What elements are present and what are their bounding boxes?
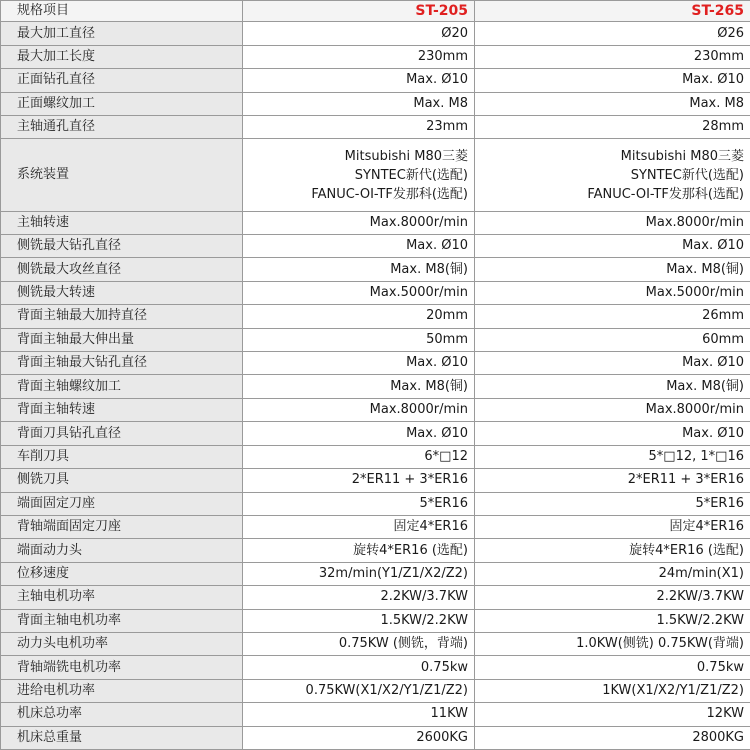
model-a-system (243, 139, 475, 211)
table-row (1, 539, 750, 562)
model-b-value: Max. M8(铜) (475, 258, 750, 281)
table-row (1, 562, 750, 585)
table-row (1, 115, 750, 138)
model-a-value: Max.8000r/min (243, 398, 475, 421)
table-row (1, 258, 750, 281)
spec-label: 主轴转速 (1, 211, 243, 234)
table-row (1, 375, 750, 398)
header-label: 规格项目 (1, 1, 243, 22)
spec-label: 背面主轴最大钻孔直径 (1, 352, 243, 375)
spec-label: 侧铣最大钻孔直径 (1, 235, 243, 258)
model-a-value: Max.8000r/min (243, 211, 475, 234)
model-a-value: 0.75kw (243, 656, 475, 679)
model-b-value: Max. Ø10 (475, 235, 750, 258)
model-b-value: Max. M8(铜) (475, 375, 750, 398)
model-b-value: 26mm (475, 305, 750, 328)
table-row (1, 305, 750, 328)
spec-label: 最大加工直径 (1, 22, 243, 45)
model-b-value: 60mm (475, 328, 750, 351)
spec-label: 侧铣最大攻丝直径 (1, 258, 243, 281)
model-b-value: 24m/min(X1) (475, 562, 750, 585)
system-line: FANUC-OI-TF发那科(选配) (311, 186, 468, 202)
spec-label: 端面动力头 (1, 539, 243, 562)
spec-label: 最大加工长度 (1, 45, 243, 68)
spec-label: 正面钻孔直径 (1, 69, 243, 92)
model-a-value: Ø20 (243, 22, 475, 45)
spec-label: 进给电机功率 (1, 679, 243, 702)
table-row (1, 235, 750, 258)
model-a-heading: ST-205 (243, 1, 475, 22)
table-row (1, 703, 750, 726)
table-row (1, 211, 750, 234)
model-b-value: 旋转4*ER16 (选配) (475, 539, 750, 562)
table-row (1, 92, 750, 115)
table-row (1, 586, 750, 609)
model-a-value: 0.75KW(X1/X2/Y1/Z1/Z2) (243, 679, 475, 702)
table-row (1, 609, 750, 632)
spec-label: 主轴通孔直径 (1, 115, 243, 138)
spec-label: 背轴端面固定刀座 (1, 515, 243, 538)
model-b-value: 1KW(X1/X2/Y1/Z1/Z2) (475, 679, 750, 702)
model-a-value: 2600KG (243, 726, 475, 749)
system-line: SYNTEC新代(选配) (354, 167, 468, 183)
table-row (1, 45, 750, 68)
model-a-value: 6*□12 (243, 445, 475, 468)
table-row (1, 726, 750, 749)
model-b-value: Ø26 (475, 22, 750, 45)
model-b-value: 固定4*ER16 (475, 515, 750, 538)
system-line: FANUC-OI-TF发那科(选配) (587, 186, 744, 202)
model-b-value: 1.5KW/2.2KW (475, 609, 750, 632)
model-a-value: 1.5KW/2.2KW (243, 609, 475, 632)
table-row (1, 679, 750, 702)
spec-label: 位移速度 (1, 562, 243, 585)
spec-label: 背面主轴螺纹加工 (1, 375, 243, 398)
spec-label: 背轴端铣电机功率 (1, 656, 243, 679)
model-a-value: Max. M8(铜) (243, 375, 475, 398)
spec-label: 侧铣刀具 (1, 469, 243, 492)
model-a-value: Max. Ø10 (243, 352, 475, 375)
header-row (1, 1, 750, 22)
table-row (1, 398, 750, 421)
model-b-value: 12KW (475, 703, 750, 726)
model-a-value: 11KW (243, 703, 475, 726)
model-b-value: 2800KG (475, 726, 750, 749)
table-row (1, 515, 750, 538)
model-a-value: 0.75KW (侧铣，背端) (243, 632, 475, 655)
model-a-value: Max. M8(铜) (243, 258, 475, 281)
model-a-value: Max. Ø10 (243, 69, 475, 92)
spec-label: 主轴电机功率 (1, 586, 243, 609)
model-b-value: Max. Ø10 (475, 352, 750, 375)
system-line: Mitsubishi M80三菱 (344, 148, 468, 164)
spec-label: 背面主轴转速 (1, 398, 243, 421)
spec-label: 背面主轴最大伸出量 (1, 328, 243, 351)
model-b-value: Max. M8 (475, 92, 750, 115)
model-b-value: 0.75kw (475, 656, 750, 679)
model-b-value: 5*ER16 (475, 492, 750, 515)
model-b-value: 2*ER11 + 3*ER16 (475, 469, 750, 492)
spec-label: 系统装置 (1, 139, 243, 211)
table-row (1, 632, 750, 655)
system-line: SYNTEC新代(选配) (630, 167, 744, 183)
model-a-value: Max. Ø10 (243, 422, 475, 445)
model-a-value: 5*ER16 (243, 492, 475, 515)
model-a-value: Max.5000r/min (243, 281, 475, 304)
model-a-value: 32m/min(Y1/Z1/X2/Z2) (243, 562, 475, 585)
table-row (1, 328, 750, 351)
table-row (1, 656, 750, 679)
model-a-value: 50mm (243, 328, 475, 351)
model-b-system (475, 139, 750, 211)
model-a-value: 2*ER11 + 3*ER16 (243, 469, 475, 492)
model-b-value: Max. Ø10 (475, 69, 750, 92)
spec-label: 端面固定刀座 (1, 492, 243, 515)
model-b-value: Max. Ø10 (475, 422, 750, 445)
model-b-value: 5*□12, 1*□16 (475, 445, 750, 468)
model-b-value: 1.0KW(侧铣) 0.75KW(背端) (475, 632, 750, 655)
model-b-heading: ST-265 (475, 1, 750, 22)
system-line: Mitsubishi M80三菱 (620, 148, 744, 164)
spec-label: 背面刀具钻孔直径 (1, 422, 243, 445)
model-a-value: 230mm (243, 45, 475, 68)
model-b-value: 2.2KW/3.7KW (475, 586, 750, 609)
model-a-value: 旋转4*ER16 (选配) (243, 539, 475, 562)
table-row (1, 281, 750, 304)
model-b-value: Max.8000r/min (475, 211, 750, 234)
table-row (1, 469, 750, 492)
model-a-value: Max. Ø10 (243, 235, 475, 258)
table-row (1, 445, 750, 468)
spec-label: 背面主轴电机功率 (1, 609, 243, 632)
model-a-value: 固定4*ER16 (243, 515, 475, 538)
spec-label: 背面主轴最大加持直径 (1, 305, 243, 328)
model-b-value: Max.8000r/min (475, 398, 750, 421)
spec-label: 机床总重量 (1, 726, 243, 749)
model-a-value: Max. M8 (243, 92, 475, 115)
spec-label: 机床总功率 (1, 703, 243, 726)
model-b-value: 230mm (475, 45, 750, 68)
model-a-value: 2.2KW/3.7KW (243, 586, 475, 609)
table-row (1, 22, 750, 45)
table-row (1, 69, 750, 92)
table-row (1, 352, 750, 375)
table-row (1, 492, 750, 515)
model-b-value: Max.5000r/min (475, 281, 750, 304)
table-row (1, 422, 750, 445)
spec-label: 动力头电机功率 (1, 632, 243, 655)
system-row (1, 139, 750, 211)
model-a-value: 20mm (243, 305, 475, 328)
model-b-value: 28mm (475, 115, 750, 138)
spec-label: 侧铣最大转速 (1, 281, 243, 304)
model-a-value: 23mm (243, 115, 475, 138)
spec-label: 车削刀具 (1, 445, 243, 468)
spec-label: 正面螺纹加工 (1, 92, 243, 115)
